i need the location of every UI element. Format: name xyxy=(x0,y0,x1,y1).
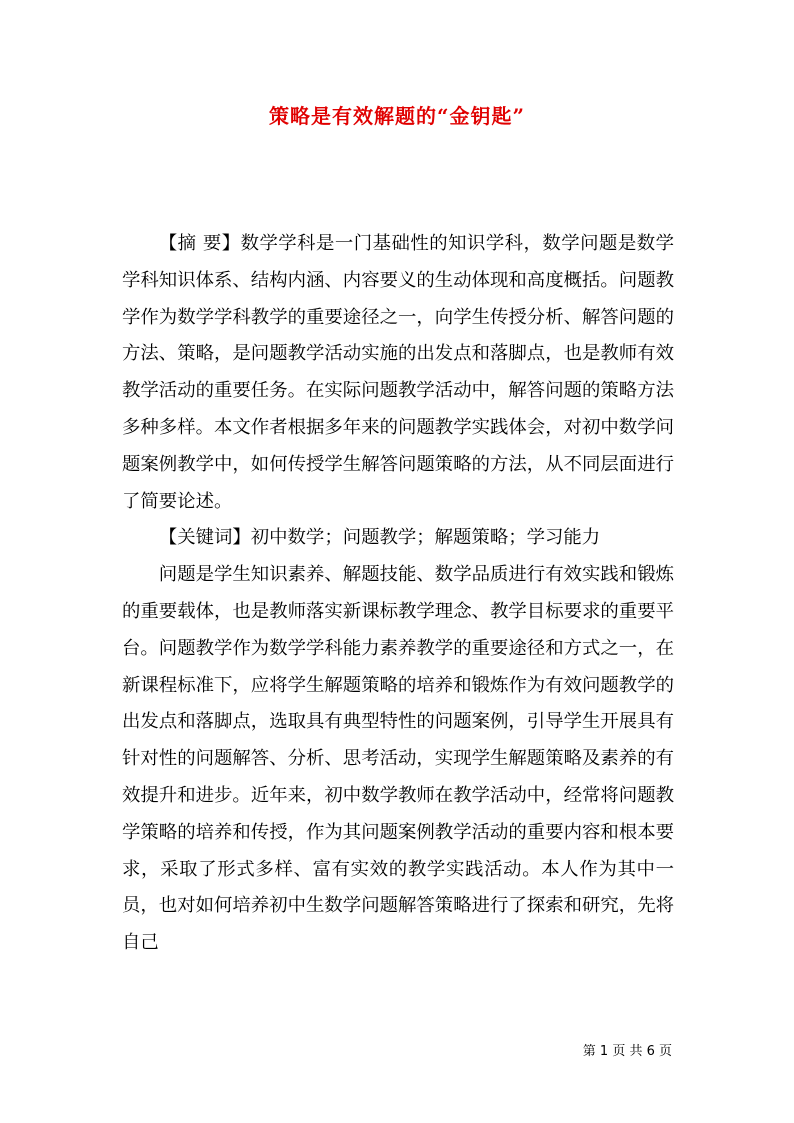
document-title: 策略是有效解题的“金钥匙” xyxy=(268,104,525,128)
keywords-paragraph: 【关键词】初中数学；问题教学；解题策略；学习能力 xyxy=(158,527,601,549)
intro-paragraph: 问题是学生知识素养、解题技能、数学品质进行有效实践和锻炼的重要载体，也是教师落实新课标教学理念、教学目标要求的重要平台。问题教学作为数学学科能力素养教学的重要途径和方式之一，在新课程标准下，应将学生解题策略的培养和锻炼作为有效问题教学的出发点和落脚点，选取具有典型特性的问题案例，引导学生开展具有针对性的问题解答、分析、思考活动，实现学生解题策略及素养的有效提升和进步。近年来，初中数学教师在教学活动中，经常将问题教学策略的培养和传授，作为其问题案例教学活动的重要内容和根本要求，采取了形式多样、富有实效的教学实践活动。本人作为其中一员，也对如何培养初中生数学问题解答策略进行了探索和研究，先将自己 xyxy=(122,564,674,954)
page-footer xyxy=(583,1040,672,1059)
page-number-label: 第 1 页 共 6 页 xyxy=(582,1044,672,1059)
abstract-paragraph: 【摘 要】数学学科是一门基础性的知识学科，数学问题是数学学科知识体系、结构内涵、内容要义的生动体现和高度概括。问题教学作为数学学科教学的重要途径之一，向学生传授分析、解答问题的方法、策略，是问题教学活动实施的出发点和落脚点，也是教师有效教学活动的重要任务。在实际问题教学活动中，解答问题的策略方法多种多样。本文作者根据多年来的问题教学实践体会，对初中数学问题案例教学中，如何传授学生解答问题策略的方法，从不同层面进行了简要论述。 xyxy=(122,233,674,512)
document-body xyxy=(122,226,674,962)
